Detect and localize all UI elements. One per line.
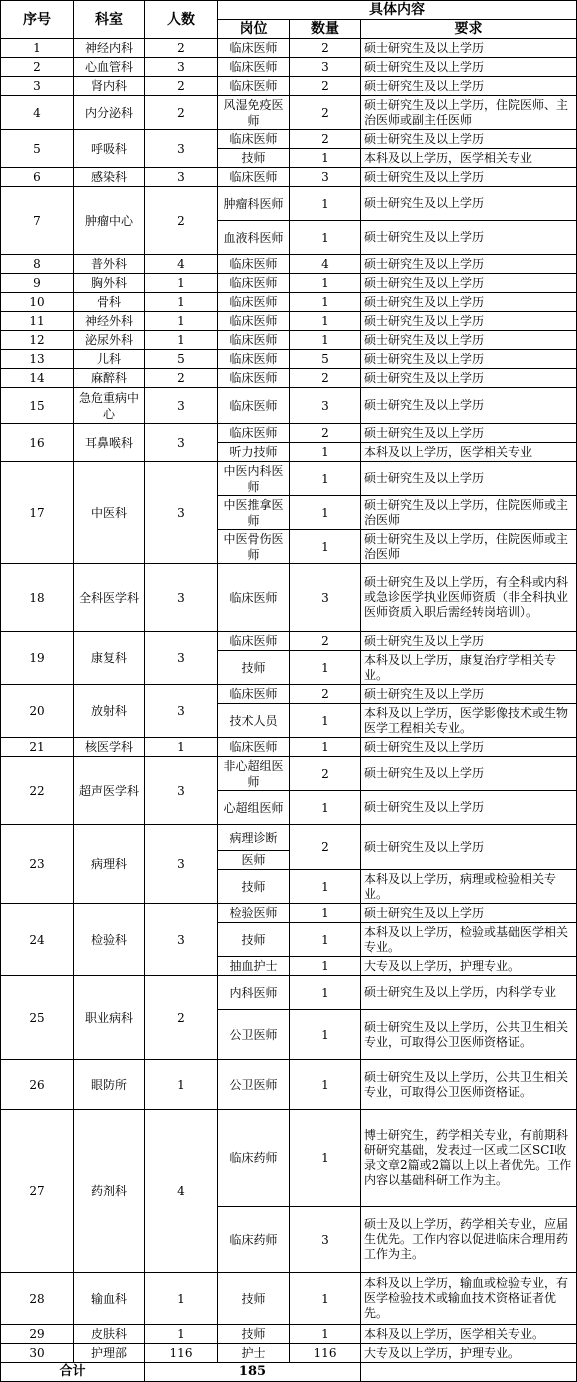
req-cell: 硕士研究生及以上学历 bbox=[361, 904, 577, 923]
seq-cell: 12 bbox=[1, 331, 74, 350]
req-cell: 硕士研究生及以上学历 bbox=[361, 369, 577, 388]
dept-cell: 皮肤科 bbox=[74, 1325, 145, 1344]
count-cell: 3 bbox=[145, 685, 218, 738]
dept-cell: 肾内科 bbox=[74, 77, 145, 96]
qty-cell: 1 bbox=[290, 957, 361, 976]
post-cell: 听力技师 bbox=[218, 443, 290, 462]
req-cell: 硕士研究生及以上学历 bbox=[361, 825, 577, 870]
post-cell: 中医推拿医师 bbox=[218, 496, 290, 530]
dept-cell: 职业病科 bbox=[74, 976, 145, 1060]
count-cell: 3 bbox=[145, 168, 218, 187]
req-cell: 硕士及以上学历，药学相关专业，应届生优先。工作内容以促进临床合理用药工作为主。 bbox=[361, 1207, 577, 1273]
qty-cell: 1 bbox=[290, 923, 361, 957]
post-cell: 技术人员 bbox=[218, 704, 290, 738]
seq-cell: 11 bbox=[1, 312, 74, 331]
dept-cell: 感染科 bbox=[74, 168, 145, 187]
post-cell: 临床医师 bbox=[218, 388, 290, 424]
qty-cell: 1 bbox=[290, 274, 361, 293]
req-cell: 硕士研究生及以上学历，公共卫生相关专业，可取得公卫医师资格证。 bbox=[361, 1060, 577, 1110]
req-cell: 硕士研究生及以上学历 bbox=[361, 331, 577, 350]
dept-cell: 输血科 bbox=[74, 1273, 145, 1325]
dept-cell: 泌尿外科 bbox=[74, 331, 145, 350]
post-cell: 临床医师 bbox=[218, 39, 290, 58]
post-cell: 临床医师 bbox=[218, 58, 290, 77]
total-label: 合计 bbox=[1, 1363, 145, 1382]
post-cell: 技师 bbox=[218, 1325, 290, 1344]
dept-cell: 护理部 bbox=[74, 1344, 145, 1363]
qty-cell: 3 bbox=[290, 564, 361, 632]
req-cell: 硕士研究生及以上学历 bbox=[361, 130, 577, 149]
table-row bbox=[1, 274, 577, 293]
req-cell: 硕士研究生及以上学历 bbox=[361, 255, 577, 274]
table-row bbox=[1, 77, 577, 96]
qty-cell: 5 bbox=[290, 350, 361, 369]
table-row bbox=[1, 168, 577, 187]
count-cell: 4 bbox=[145, 255, 218, 274]
table-row bbox=[1, 130, 577, 149]
qty-cell: 2 bbox=[290, 424, 361, 443]
req-cell: 硕士研究生及以上学历，住院医师、主治医师或副主任医师 bbox=[361, 96, 577, 130]
post-cell: 临床医师 bbox=[218, 274, 290, 293]
post-cell: 中医骨伤医师 bbox=[218, 530, 290, 564]
seq-cell: 7 bbox=[1, 187, 74, 255]
req-cell: 硕士研究生及以上学历 bbox=[361, 39, 577, 58]
post-cell: 风湿免疫医师 bbox=[218, 96, 290, 130]
req-cell: 硕士研究生及以上学历，有全科或内科或急诊医学执业医师资质（非全科执业医师资质入职后需经转岗培训）。 bbox=[361, 564, 577, 632]
req-cell: 大专及以上学历，护理专业。 bbox=[361, 1344, 577, 1363]
count-cell: 2 bbox=[145, 96, 218, 130]
post-cell: 中医内科医师 bbox=[218, 462, 290, 496]
header-details: 具体内容 bbox=[218, 1, 577, 20]
req-cell: 硕士研究生及以上学历 bbox=[361, 312, 577, 331]
qty-cell: 1 bbox=[290, 976, 361, 1010]
post-cell: 检验医师 bbox=[218, 904, 290, 923]
table-row bbox=[1, 976, 577, 1010]
seq-cell: 28 bbox=[1, 1273, 74, 1325]
qty-cell: 1 bbox=[290, 791, 361, 825]
table-row bbox=[1, 424, 577, 443]
header-post: 岗位 bbox=[218, 20, 290, 39]
post-cell: 技师 bbox=[218, 923, 290, 957]
table-row bbox=[1, 187, 577, 221]
table-row bbox=[1, 757, 577, 791]
table-row bbox=[1, 1060, 577, 1110]
qty-cell: 1 bbox=[290, 1110, 361, 1207]
count-cell: 3 bbox=[145, 462, 218, 564]
seq-cell: 17 bbox=[1, 462, 74, 564]
dept-cell: 神经内科 bbox=[74, 39, 145, 58]
seq-cell: 27 bbox=[1, 1110, 74, 1273]
qty-cell: 1 bbox=[290, 1273, 361, 1325]
seq-cell: 23 bbox=[1, 825, 74, 904]
dept-cell: 康复科 bbox=[74, 632, 145, 685]
dept-cell: 普外科 bbox=[74, 255, 145, 274]
dept-cell: 超声医学科 bbox=[74, 757, 145, 825]
dept-cell: 儿科 bbox=[74, 350, 145, 369]
count-cell: 3 bbox=[145, 564, 218, 632]
table-row bbox=[1, 1273, 577, 1325]
post-cell: 医师 bbox=[218, 851, 290, 870]
post-cell: 临床药师 bbox=[218, 1110, 290, 1207]
seq-cell: 1 bbox=[1, 39, 74, 58]
dept-cell: 肿瘤中心 bbox=[74, 187, 145, 255]
req-cell: 硕士研究生及以上学历 bbox=[361, 293, 577, 312]
seq-cell: 10 bbox=[1, 293, 74, 312]
post-cell: 内科医师 bbox=[218, 976, 290, 1010]
dept-cell: 急危重病中心 bbox=[74, 388, 145, 424]
qty-cell: 1 bbox=[290, 870, 361, 904]
table-body bbox=[1, 39, 577, 1382]
table-row bbox=[1, 39, 577, 58]
seq-cell: 13 bbox=[1, 350, 74, 369]
count-cell: 5 bbox=[145, 350, 218, 369]
table-row bbox=[1, 331, 577, 350]
post-cell: 临床医师 bbox=[218, 293, 290, 312]
count-cell: 3 bbox=[145, 58, 218, 77]
req-cell: 硕士研究生及以上学历 bbox=[361, 388, 577, 424]
dept-cell: 神经外科 bbox=[74, 312, 145, 331]
qty-cell: 2 bbox=[290, 685, 361, 704]
req-cell: 硕士研究生及以上学历，住院医师或主治医师 bbox=[361, 530, 577, 564]
table-row bbox=[1, 685, 577, 704]
count-cell: 1 bbox=[145, 293, 218, 312]
req-cell: 硕士研究生及以上学历 bbox=[361, 168, 577, 187]
dept-cell: 麻醉科 bbox=[74, 369, 145, 388]
table-row bbox=[1, 388, 577, 424]
req-cell: 本科及以上学历，医学影像技术或生物医学工程相关专业。 bbox=[361, 704, 577, 738]
table-row bbox=[1, 1344, 577, 1363]
post-cell: 临床医师 bbox=[218, 312, 290, 331]
post-cell: 抽血护士 bbox=[218, 957, 290, 976]
post-cell: 临床医师 bbox=[218, 77, 290, 96]
count-cell: 1 bbox=[145, 738, 218, 757]
qty-cell: 1 bbox=[290, 221, 361, 255]
header-seq: 序号 bbox=[1, 1, 74, 39]
dept-cell: 放射科 bbox=[74, 685, 145, 738]
seq-cell: 16 bbox=[1, 424, 74, 462]
table-row bbox=[1, 1325, 577, 1344]
post-cell: 肿瘤科医师 bbox=[218, 187, 290, 221]
post-cell: 临床医师 bbox=[218, 168, 290, 187]
table-row bbox=[1, 255, 577, 274]
req-cell: 硕士研究生及以上学历 bbox=[361, 274, 577, 293]
seq-cell: 15 bbox=[1, 388, 74, 424]
qty-cell: 2 bbox=[290, 632, 361, 651]
req-cell: 本科及以上学历，病理或检验相关专业。 bbox=[361, 870, 577, 904]
post-cell: 病理诊断 bbox=[218, 825, 290, 851]
req-cell: 硕士研究生及以上学历，住院医师或主治医师 bbox=[361, 496, 577, 530]
qty-cell: 1 bbox=[290, 187, 361, 221]
req-cell: 硕士研究生及以上学历 bbox=[361, 77, 577, 96]
table-row bbox=[1, 1110, 577, 1207]
dept-cell: 中医科 bbox=[74, 462, 145, 564]
req-cell: 本科及以上学历，医学相关专业。 bbox=[361, 1325, 577, 1344]
post-cell: 公卫医师 bbox=[218, 1060, 290, 1110]
post-cell: 公卫医师 bbox=[218, 1010, 290, 1060]
seq-cell: 14 bbox=[1, 369, 74, 388]
req-cell: 硕士研究生及以上学历，内科学专业 bbox=[361, 976, 577, 1010]
req-cell: 硕士研究生及以上学历 bbox=[361, 350, 577, 369]
post-cell: 临床医师 bbox=[218, 369, 290, 388]
header-req: 要求 bbox=[361, 20, 577, 39]
count-cell: 1 bbox=[145, 1060, 218, 1110]
qty-cell: 2 bbox=[290, 757, 361, 791]
post-cell: 临床医师 bbox=[218, 424, 290, 443]
qty-cell: 1 bbox=[290, 651, 361, 685]
table-row bbox=[1, 96, 577, 130]
count-cell: 2 bbox=[145, 369, 218, 388]
req-cell: 大专及以上学历，护理专业。 bbox=[361, 957, 577, 976]
post-cell: 临床医师 bbox=[218, 255, 290, 274]
post-cell: 临床医师 bbox=[218, 564, 290, 632]
header-count: 人数 bbox=[145, 1, 218, 39]
post-cell: 血液科医师 bbox=[218, 221, 290, 255]
req-cell: 硕士研究生及以上学历 bbox=[361, 58, 577, 77]
seq-cell: 2 bbox=[1, 58, 74, 77]
req-cell: 硕士研究生及以上学历 bbox=[361, 462, 577, 496]
req-cell: 本科及以上学历，康复治疗学相关专业。 bbox=[361, 651, 577, 685]
req-cell: 本科及以上学历，检验或基础医学相关专业。 bbox=[361, 923, 577, 957]
qty-cell: 1 bbox=[290, 1325, 361, 1344]
table-row bbox=[1, 350, 577, 369]
table-row bbox=[1, 293, 577, 312]
count-cell: 3 bbox=[145, 424, 218, 462]
dept-cell: 核医学科 bbox=[74, 738, 145, 757]
seq-cell: 26 bbox=[1, 1060, 74, 1110]
qty-cell: 1 bbox=[290, 704, 361, 738]
header-dept: 科室 bbox=[74, 1, 145, 39]
qty-cell: 116 bbox=[290, 1344, 361, 1363]
qty-cell: 1 bbox=[290, 331, 361, 350]
seq-cell: 29 bbox=[1, 1325, 74, 1344]
count-cell: 3 bbox=[145, 632, 218, 685]
qty-cell: 1 bbox=[290, 496, 361, 530]
count-cell: 3 bbox=[145, 825, 218, 904]
seq-cell: 24 bbox=[1, 904, 74, 976]
dept-cell: 检验科 bbox=[74, 904, 145, 976]
seq-cell: 5 bbox=[1, 130, 74, 168]
post-cell: 技师 bbox=[218, 870, 290, 904]
qty-cell: 3 bbox=[290, 58, 361, 77]
seq-cell: 8 bbox=[1, 255, 74, 274]
count-cell: 1 bbox=[145, 1325, 218, 1344]
table-row bbox=[1, 312, 577, 331]
seq-cell: 21 bbox=[1, 738, 74, 757]
seq-cell: 22 bbox=[1, 757, 74, 825]
count-cell: 3 bbox=[145, 904, 218, 976]
post-cell: 技师 bbox=[218, 149, 290, 168]
req-cell: 硕士研究生及以上学历 bbox=[361, 221, 577, 255]
post-cell: 临床药师 bbox=[218, 1207, 290, 1273]
table-row bbox=[1, 564, 577, 632]
post-cell: 临床医师 bbox=[218, 331, 290, 350]
post-cell: 技师 bbox=[218, 1273, 290, 1325]
post-cell: 临床医师 bbox=[218, 130, 290, 149]
dept-cell: 骨科 bbox=[74, 293, 145, 312]
count-cell: 3 bbox=[145, 757, 218, 825]
qty-cell: 1 bbox=[290, 293, 361, 312]
dept-cell: 呼吸科 bbox=[74, 130, 145, 168]
header-qty: 数量 bbox=[290, 20, 361, 39]
qty-cell: 1 bbox=[290, 530, 361, 564]
table-row bbox=[1, 738, 577, 757]
dept-cell: 眼防所 bbox=[74, 1060, 145, 1110]
seq-cell: 25 bbox=[1, 976, 74, 1060]
qty-cell: 2 bbox=[290, 130, 361, 149]
qty-cell: 2 bbox=[290, 39, 361, 58]
table-row bbox=[1, 58, 577, 77]
qty-cell: 2 bbox=[290, 96, 361, 130]
qty-cell: 3 bbox=[290, 388, 361, 424]
req-cell: 本科及以上学历，医学相关专业 bbox=[361, 443, 577, 462]
count-cell: 1 bbox=[145, 1273, 218, 1325]
req-cell: 硕士研究生及以上学历 bbox=[361, 424, 577, 443]
qty-cell: 1 bbox=[290, 149, 361, 168]
post-cell: 心超组医师 bbox=[218, 791, 290, 825]
seq-cell: 9 bbox=[1, 274, 74, 293]
seq-cell: 20 bbox=[1, 685, 74, 738]
seq-cell: 19 bbox=[1, 632, 74, 685]
count-cell: 116 bbox=[145, 1344, 218, 1363]
count-cell: 2 bbox=[145, 187, 218, 255]
req-cell: 硕士研究生及以上学历 bbox=[361, 791, 577, 825]
qty-cell: 2 bbox=[290, 825, 361, 870]
dept-cell: 胸外科 bbox=[74, 274, 145, 293]
table-row bbox=[1, 632, 577, 651]
total-row bbox=[1, 1363, 577, 1382]
qty-cell: 2 bbox=[290, 77, 361, 96]
post-cell: 技师 bbox=[218, 651, 290, 685]
post-cell: 护士 bbox=[218, 1344, 290, 1363]
dept-cell: 全科医学科 bbox=[74, 564, 145, 632]
dept-cell: 病理科 bbox=[74, 825, 145, 904]
seq-cell: 18 bbox=[1, 564, 74, 632]
req-cell: 博士研究生，药学相关专业，有前期科研研究基础，发表过一区或二区SCI收录文章2篇或2篇以上以上者优先。工作内容以基础科研工作为主。 bbox=[361, 1110, 577, 1207]
table-row bbox=[1, 369, 577, 388]
post-cell: 临床医师 bbox=[218, 632, 290, 651]
qty-cell: 1 bbox=[290, 904, 361, 923]
count-cell: 1 bbox=[145, 331, 218, 350]
req-cell: 本科及以上学历，输血或检验专业，有医学检验技术或输血技术资格证者优先。 bbox=[361, 1273, 577, 1325]
count-cell: 4 bbox=[145, 1110, 218, 1273]
qty-cell: 1 bbox=[290, 443, 361, 462]
count-cell: 3 bbox=[145, 388, 218, 424]
req-cell: 硕士研究生及以上学历 bbox=[361, 738, 577, 757]
req-cell: 硕士研究生及以上学历 bbox=[361, 685, 577, 704]
seq-cell: 30 bbox=[1, 1344, 74, 1363]
req-cell: 硕士研究生及以上学历 bbox=[361, 187, 577, 221]
post-cell: 临床医师 bbox=[218, 350, 290, 369]
qty-cell: 1 bbox=[290, 312, 361, 331]
req-cell: 本科及以上学历，医学相关专业 bbox=[361, 149, 577, 168]
qty-cell: 4 bbox=[290, 255, 361, 274]
post-cell: 临床医师 bbox=[218, 738, 290, 757]
dept-cell: 内分泌科 bbox=[74, 96, 145, 130]
dept-cell: 心血管科 bbox=[74, 58, 145, 77]
dept-cell: 耳鼻喉科 bbox=[74, 424, 145, 462]
count-cell: 1 bbox=[145, 312, 218, 331]
table-row bbox=[1, 904, 577, 923]
count-cell: 2 bbox=[145, 77, 218, 96]
seq-cell: 4 bbox=[1, 96, 74, 130]
table-row bbox=[1, 825, 577, 851]
post-cell: 非心超组医师 bbox=[218, 757, 290, 791]
count-cell: 3 bbox=[145, 130, 218, 168]
seq-cell: 3 bbox=[1, 77, 74, 96]
count-cell: 1 bbox=[145, 274, 218, 293]
qty-cell: 3 bbox=[290, 1207, 361, 1273]
count-cell: 2 bbox=[145, 976, 218, 1060]
req-cell: 硕士研究生及以上学历 bbox=[361, 757, 577, 791]
count-cell: 2 bbox=[145, 39, 218, 58]
table-row bbox=[1, 462, 577, 496]
qty-cell: 1 bbox=[290, 462, 361, 496]
total-value: 185 bbox=[145, 1363, 361, 1382]
qty-cell: 1 bbox=[290, 738, 361, 757]
seq-cell: 6 bbox=[1, 168, 74, 187]
qty-cell: 1 bbox=[290, 1010, 361, 1060]
req-cell: 硕士研究生及以上学历 bbox=[361, 632, 577, 651]
post-cell: 临床医师 bbox=[218, 685, 290, 704]
qty-cell: 2 bbox=[290, 369, 361, 388]
req-cell: 硕士研究生及以上学历，公共卫生相关专业，可取得公卫医师资格证。 bbox=[361, 1010, 577, 1060]
qty-cell: 1 bbox=[290, 1060, 361, 1110]
total-empty-cell bbox=[361, 1363, 577, 1382]
qty-cell: 3 bbox=[290, 168, 361, 187]
dept-cell: 药剂科 bbox=[74, 1110, 145, 1273]
